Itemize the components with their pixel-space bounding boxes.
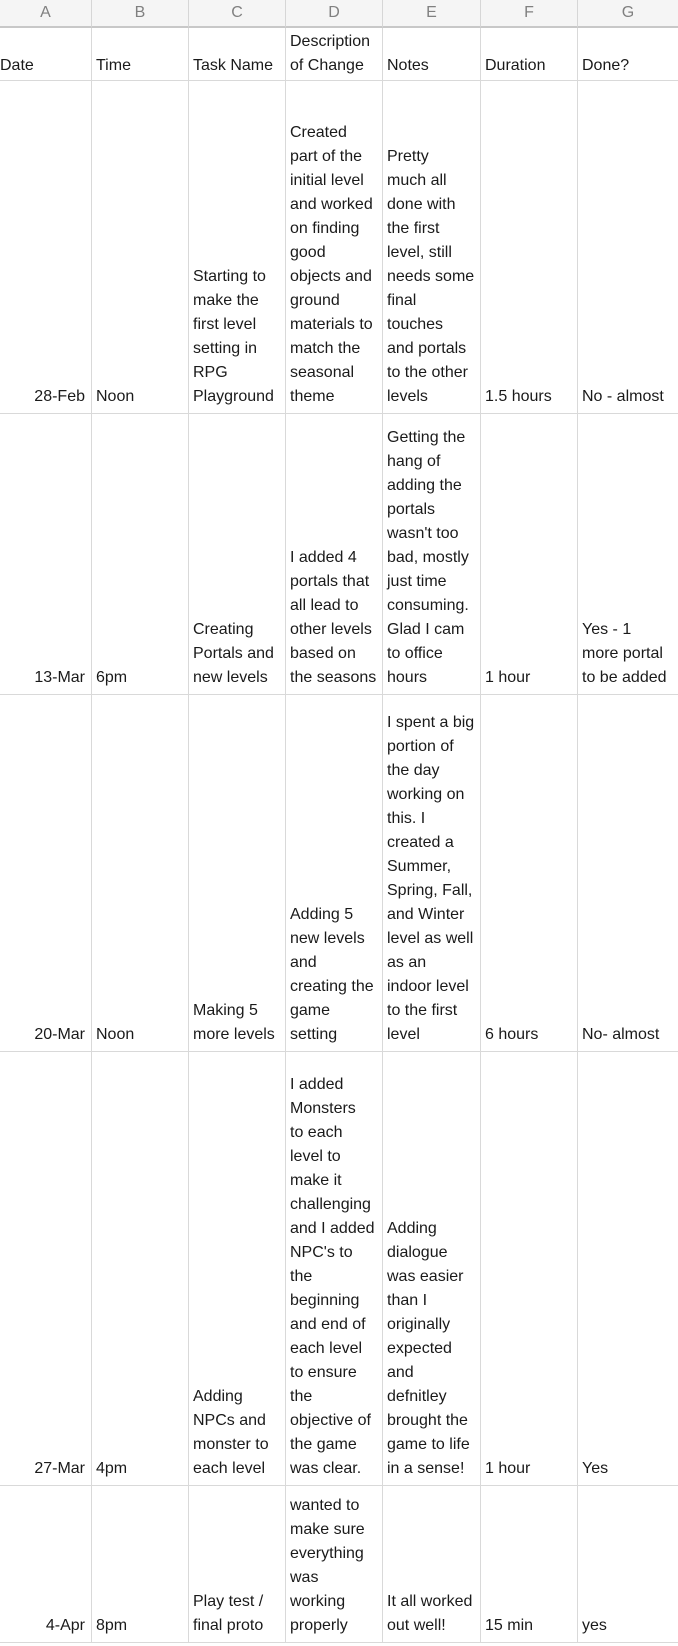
cell-notes[interactable]: I spent a big portion of the day working on this. I created a Summer, Spring, Fall, and Winter level as well as an indoor level to the first level (383, 695, 481, 1051)
cell-done[interactable]: yes (582, 1617, 607, 1634)
column-header-c[interactable]: C (189, 0, 286, 28)
cell-date[interactable]: 20-Mar (0, 695, 92, 1051)
header-row (0, 28, 678, 81)
cell-done[interactable]: Yes (582, 1460, 609, 1477)
cell-date[interactable]: 13-Mar (0, 414, 92, 694)
cell-header-task[interactable]: Task Name (189, 28, 286, 80)
cell-notes[interactable]: Pretty much all done with the first level, still needs some final touches and portals to the other levels (383, 81, 481, 413)
cell-description[interactable]: I added Monsters to each level to make it challenging and I added NPC's to the beginning and end of each level to ensure the objective of the game was clear. (286, 1052, 383, 1485)
cell-notes[interactable]: Adding dialogue was easier than I originally expected and defnitley brought the game to life in a sense! (383, 1052, 481, 1485)
cell-duration[interactable]: 1.5 hours (481, 81, 578, 413)
cell-done[interactable]: No - almost (582, 388, 664, 405)
cell-task[interactable]: Making 5 more levels (189, 695, 286, 1051)
cell-description[interactable]: wanted to make sure everything was working properly (286, 1486, 383, 1642)
cell-duration[interactable]: 1 hour (481, 414, 578, 694)
cell-task[interactable]: Starting to make the first level setting in RPG Playground (189, 81, 286, 413)
cell-header-duration[interactable]: Duration (481, 28, 578, 80)
cell-description[interactable]: Adding 5 new levels and creating the game setting (286, 695, 383, 1051)
cell-notes[interactable]: It all worked out well! (383, 1486, 481, 1642)
cell-duration[interactable]: 6 hours (481, 695, 578, 1051)
cell-duration[interactable]: 15 min (481, 1486, 578, 1642)
table-row (0, 414, 678, 695)
column-header-e[interactable]: E (383, 0, 481, 28)
table-row (0, 81, 678, 414)
cell-done[interactable]: No- almost (582, 1026, 660, 1043)
cell-time[interactable]: Noon (92, 81, 189, 413)
cell-header-notes[interactable]: Notes (383, 28, 481, 80)
column-header-b[interactable]: B (92, 0, 189, 28)
column-header-d[interactable]: D (286, 0, 383, 28)
cell-time[interactable]: 8pm (92, 1486, 189, 1642)
table-row (0, 1052, 678, 1486)
column-header-f[interactable]: F (481, 0, 578, 28)
cell-description[interactable]: Created part of the initial level and worked on finding good objects and ground materials to match the seasonal theme (286, 81, 383, 413)
cell-task[interactable]: Adding NPCs and monster to each level (189, 1052, 286, 1485)
cell-time[interactable]: 6pm (92, 414, 189, 694)
column-header-g[interactable]: G (578, 0, 678, 28)
cell-notes[interactable]: Getting the hang of adding the portals wasn't too bad, mostly just time consuming. Glad I cam to office hours (383, 414, 481, 694)
cell-task[interactable]: Play test / final proto (189, 1486, 286, 1642)
cell-header-description[interactable]: Description of Change (286, 28, 383, 80)
cell-header-done[interactable]: Done? (582, 57, 630, 74)
cell-time[interactable]: Noon (92, 695, 189, 1051)
cell-duration[interactable]: 1 hour (481, 1052, 578, 1485)
cell-time[interactable]: 4pm (92, 1052, 189, 1485)
table-row (0, 1486, 678, 1643)
cell-task[interactable]: Creating Portals and new levels (189, 414, 286, 694)
cell-done[interactable]: Yes - 1 more portal to be added (582, 621, 667, 686)
table-row (0, 695, 678, 1052)
cell-header-time[interactable]: Time (92, 28, 189, 80)
cell-description[interactable]: I added 4 portals that all lead to other levels based on the seasons (286, 414, 383, 694)
cell-date[interactable]: 28-Feb (0, 81, 92, 413)
cell-date[interactable]: 4-Apr (0, 1486, 92, 1642)
cell-header-date[interactable]: Date (0, 28, 92, 80)
cell-date[interactable]: 27-Mar (0, 1052, 92, 1485)
column-header-a[interactable]: A (0, 0, 92, 28)
